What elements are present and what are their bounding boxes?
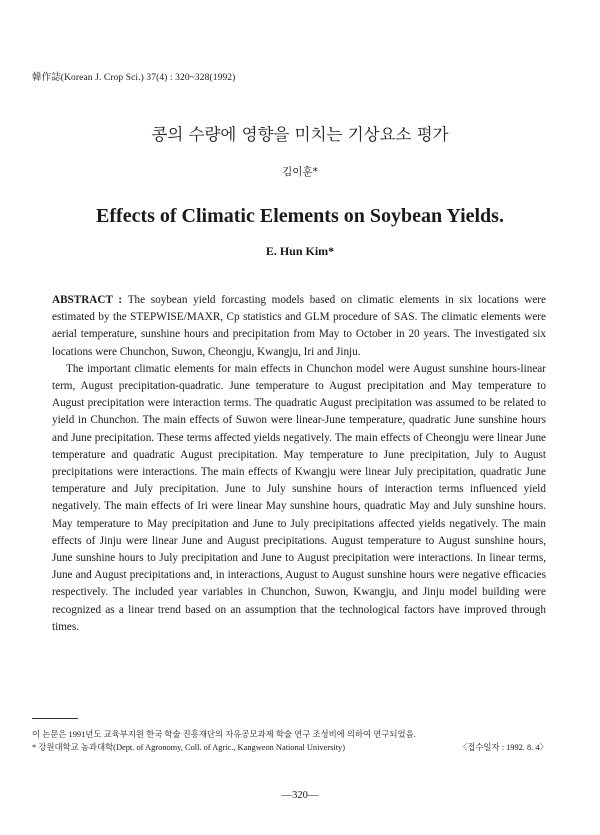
footnote-funding: 이 논문은 1991년도 교육부지원 한국 학술 진흥재단의 자유공모과제 학술 연구 조성비에 의하여 연구되었음. [32, 730, 416, 739]
abstract-paragraph-2: The important climatic elements for main effects in Chunchon model were August sunshine hours-linear term, August precipitation-quadratic. June temperature to August precipitation and May temperature to August precipitation were interaction terms. The quadratic August precipitation was assumed to be related to yield in Chunchon. The main effects of Suwon were linear-June temperature, quadratic June sunshine hours and June precipitation. These terms affected yields negatively. The main effects of Cheongju were linear June temperature and quadratic August precipitation. May temperature to June precipitation, July to August precipitations were interactions. The main effects of Kwangju were linear July precipitation, quadratic June temperature and July precipitation. June to July sunshine hours of interaction terms influenced yield negatively. The main effects of Iri were linear May sunshine hours, quadratic May and July sunshine hours. May temperature to May precipitation and June to July precipitations affected yields negatively. The main effects of Jinju were linear June and August precipitations. August temperature to August sunshine hours, June sunshine hours to July precipitation and June to August precipitation were interactions. In linear terms, June and August precipitations and, in interactions, August to August sunshine hours were negative efficacies respectively. The included year variables in Chunchon, Suwon, Kwangju, and Jinju model building were recognized as a linear trend based on an assumption that the technological factors have improved through times. [52, 362, 546, 633]
footnote-received-date: 〈접수일자 : 1992. 8. 4〉 [458, 743, 548, 752]
korean-author: 김이훈* [282, 166, 318, 178]
page-number: —320— [281, 790, 319, 801]
abstract-text-1: The soybean yield forcasting models based on climatic elements in six locations were estimated by the STEPWISE/MAXR, Cp statistics and GLM procedure of SAS. The climatic elements were aerial temperature, sunshine hours and precipitation from May to October in 20 years. The investigated six locations were Chunchon, Suwon, Cheongju, Kwangju, Iri and Jinju. [52, 294, 547, 358]
abstract-paragraph-1 [52, 292, 546, 361]
korean-title: 콩의 수량에 영향을 미치는 기상요소 평가 [151, 125, 449, 144]
english-title: Effects of Climatic Elements on Soybean Yields. [96, 205, 504, 227]
footnote-divider [32, 718, 78, 719]
abstract [52, 292, 546, 636]
english-author: E. Hun Kim* [265, 244, 335, 258]
journal-header: 韓作誌(Korean J. Crop Sci.) 37(4) : 320~328(1992) [32, 73, 236, 83]
abstract-label: ABSTRACT : [52, 294, 123, 306]
footnote-affiliation: * 강원대학교 농과대학(Dept. of Agronomy, Coll. of Agric., Kangweon National University) [32, 743, 346, 752]
